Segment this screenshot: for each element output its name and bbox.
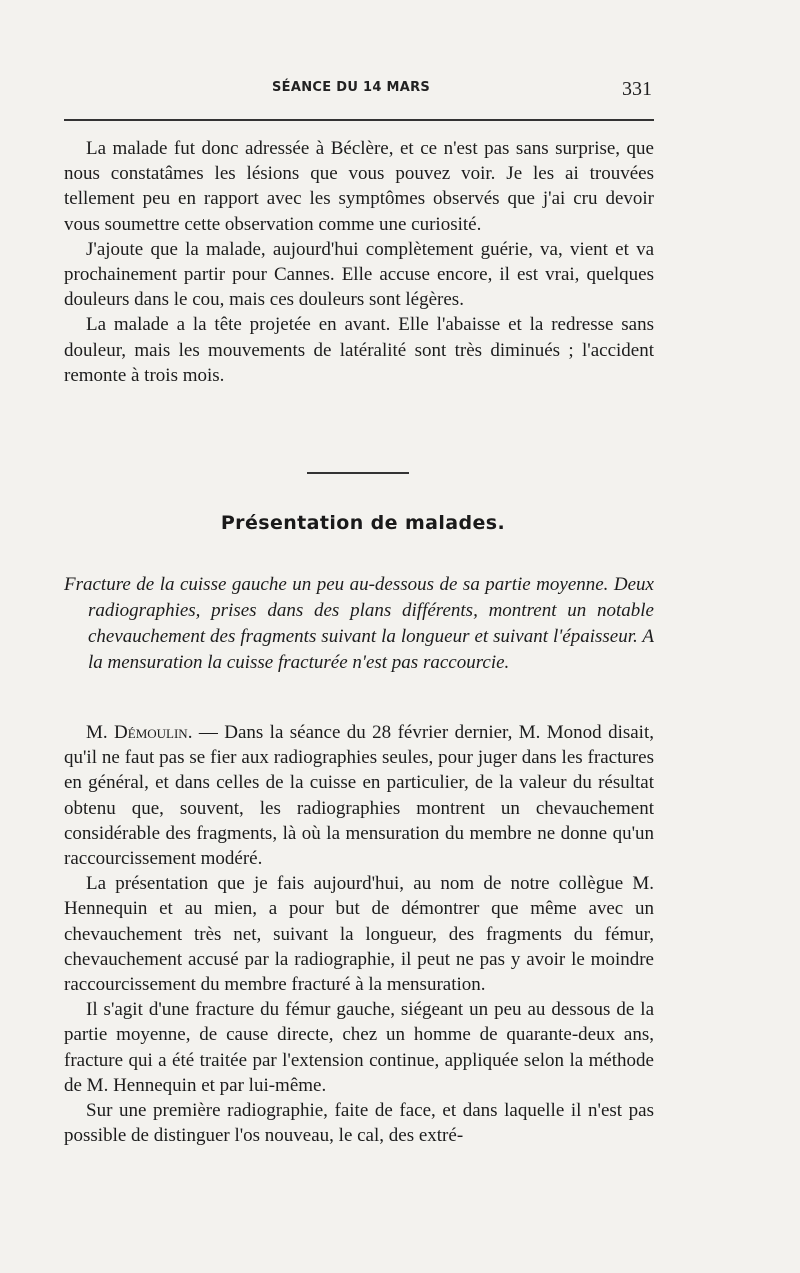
paragraph: J'ajoute que la malade, aujourd'hui complètement guérie, va, vient et va prochainement partir pour Cannes. Elle accuse encore, il est vrai, quelques douleurs dans le cou, mais ces douleurs sont légères. — [64, 238, 654, 311]
section-heading: Présentation de malades. — [220, 512, 506, 534]
paragraph: La malade fut donc adressée à Béclère, et ce n'est pas sans surprise, que nous constatâmes les lésions que vous pouvez voir. Je les ai trouvées tellement peu en rapport avec les symptômes observés que j'ai cru devoir vous soumettre cette observation comme une curiosité. — [64, 138, 654, 235]
speaker-name: M. Démoulin. — [86, 722, 193, 743]
paragraph: Il s'agit d'une fracture du fémur gauche, siégeant un peu au dessous de la partie moyenne, de cause directe, chez un homme de quarante-deux ans, fracture qui a été traitée par l'extension continue, appliquée selon la méthode de M. Hennequin et par lui-même. — [64, 999, 654, 1096]
case-summary: Fracture de la cuisse gauche un peu au-dessous de sa partie moyenne. Deux radiographies, prises dans des plans différents, montrent un notable chevauchement des fragments suivant la longueur et suivant l'épaisseur. A la mensuration la cuisse fracturée n'est pas raccourcie. — [64, 574, 654, 673]
running-title: SÉANCE DU 14 MARS — [272, 80, 431, 95]
paragraph: La présentation que je fais aujourd'hui, au nom de notre collègue M. Hennequin et au mien, a pour but de démontrer que même avec un chevauchement très net, suivant la longueur, des fragments du fémur, chevauchement accusé par la radiographie, il peut ne pas y avoir le moindre raccourcissement du membre fracturé à la mensuration. — [64, 873, 654, 996]
paragraph-text: — Dans la séance du 28 février dernier, M. Monod disait, qu'il ne faut pas se fier aux radiographies seules, pour juger dans les fractures en général, et dans celles de la cuisse en particulier, de la valeur du résultat obtenu que, souvent, les radiographies montrent un chevauchement considérable des fragments, là où la mensuration du membre ne donne qu'un raccourcissement modéré. — [64, 722, 654, 870]
text-block-continuation — [64, 136, 654, 388]
section-divider — [307, 472, 409, 474]
paragraph: Sur une première radiographie, faite de face, et dans laquelle il n'est pas possible de distinguer l'os nouveau, le cal, des extré- — [64, 1100, 654, 1147]
header-rule — [64, 119, 654, 121]
paragraph-first — [64, 720, 654, 871]
running-header — [64, 80, 654, 104]
paragraph: La malade a la tête projetée en avant. Elle l'abaisse et la redresse sans douleur, mais les mouvements de latéralité sont très diminués ; l'accident remonte à trois mois. — [64, 314, 654, 386]
text-block-presentation — [64, 720, 654, 1148]
page-number: 331 — [622, 78, 652, 100]
